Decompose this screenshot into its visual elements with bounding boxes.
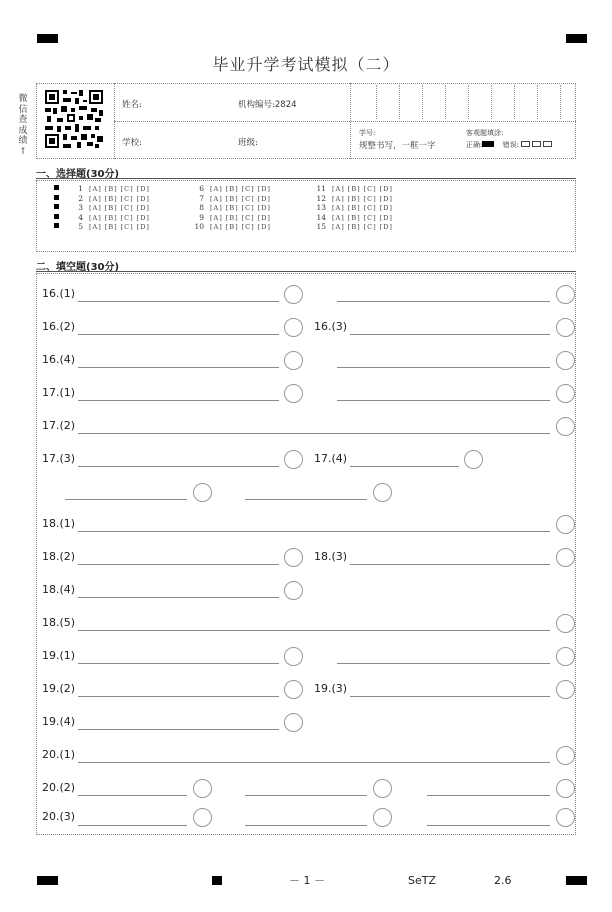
mc-option-bubble[interactable]: [C] — [120, 204, 134, 213]
qr-code-icon — [45, 90, 103, 148]
mc-option-bubble[interactable]: [B] — [347, 194, 361, 203]
mc-option-bubble[interactable]: [D] — [257, 185, 271, 193]
wrong-fill-icon — [543, 141, 552, 147]
name-label: 姓名: — [122, 100, 142, 110]
mc-option-bubble[interactable]: [C] — [241, 213, 255, 222]
score-circle[interactable] — [373, 779, 392, 798]
mc-option-bubble[interactable]: [A] — [332, 194, 345, 203]
id-grid-line — [491, 85, 492, 119]
score-circle[interactable] — [556, 515, 575, 534]
mc-question-number: 1 — [78, 184, 83, 193]
mc-question-row — [190, 222, 274, 231]
mc-question-row — [54, 184, 153, 193]
score-circle[interactable] — [556, 351, 575, 370]
mc-question-row — [54, 203, 153, 212]
mc-option-bubble[interactable]: [D] — [257, 204, 271, 213]
answer-line[interactable] — [245, 499, 367, 500]
mc-option-bubble[interactable]: [D] — [257, 213, 271, 222]
score-circle[interactable] — [556, 614, 575, 633]
score-circle[interactable] — [556, 779, 575, 798]
mc-option-bubble[interactable]: [B] — [104, 204, 118, 213]
mc-option-bubble[interactable]: [C] — [120, 223, 134, 232]
section-1-title: 一、选择题(30分) — [36, 169, 120, 180]
question-label: 20.(3) — [42, 810, 76, 823]
mc-option-bubble[interactable]: [B] — [225, 204, 239, 213]
question-label: 16.(4) — [42, 353, 76, 366]
mc-option-bubble[interactable]: [A] — [332, 185, 345, 193]
header-divider-h — [114, 121, 576, 122]
timing-mark — [54, 195, 59, 200]
section-2-title: 二、填空题(30分) — [36, 262, 120, 273]
mc-option-bubble[interactable]: [A] — [89, 213, 102, 222]
registration-mark-bottom-mid — [212, 876, 222, 885]
question-label: 19.(1) — [42, 649, 76, 662]
score-circle[interactable] — [556, 548, 575, 567]
mc-question-row — [54, 222, 153, 231]
mc-option-bubble[interactable]: [B] — [104, 194, 118, 203]
answer-line[interactable] — [78, 531, 550, 532]
answer-line[interactable] — [78, 433, 550, 434]
mc-option-bubble[interactable]: [C] — [241, 185, 255, 193]
score-circle[interactable] — [284, 647, 303, 666]
mc-question-row — [54, 213, 153, 222]
mc-option-bubble[interactable]: [C] — [241, 204, 255, 213]
question-label: 18.(3) — [314, 550, 348, 563]
mc-question-row — [312, 203, 396, 212]
answer-line[interactable] — [337, 301, 550, 302]
score-circle[interactable] — [284, 285, 303, 304]
question-label: 20.(1) — [42, 748, 76, 761]
id-grid-line — [560, 85, 561, 119]
mc-option-bubble[interactable]: [D] — [257, 194, 271, 203]
mc-question-row — [312, 213, 396, 222]
answer-line[interactable] — [78, 301, 279, 302]
mc-option-bubble[interactable]: [A] — [210, 194, 223, 203]
question-label: 20.(2) — [42, 781, 76, 794]
mc-option-bubble[interactable]: [B] — [225, 185, 239, 193]
mc-question-row — [190, 213, 274, 222]
id-grid-line — [399, 85, 400, 119]
score-circle[interactable] — [284, 713, 303, 732]
mc-question-row — [190, 194, 274, 203]
question-label: 18.(4) — [42, 583, 76, 596]
mc-question-number: 11 — [316, 184, 326, 193]
mc-option-bubble[interactable]: [D] — [379, 204, 393, 213]
score-circle[interactable] — [556, 417, 575, 436]
answer-line[interactable] — [78, 696, 279, 697]
score-circle[interactable] — [284, 318, 303, 337]
mc-option-bubble[interactable]: [D] — [136, 213, 150, 222]
answer-line[interactable] — [427, 825, 550, 826]
student-id-label: 学号: — [359, 129, 376, 137]
answer-line[interactable] — [78, 825, 187, 826]
registration-mark-bottom-left — [37, 876, 58, 885]
score-circle[interactable] — [464, 450, 483, 469]
question-label: 16.(2) — [42, 320, 76, 333]
mc-option-bubble[interactable]: [D] — [379, 213, 393, 222]
answer-line[interactable] — [350, 466, 459, 467]
mc-option-bubble[interactable]: [B] — [104, 223, 118, 232]
score-circle[interactable] — [284, 581, 303, 600]
mc-option-bubble[interactable]: [B] — [347, 213, 361, 222]
answer-line[interactable] — [78, 729, 279, 730]
timing-mark — [54, 204, 59, 209]
mc-option-bubble[interactable]: [A] — [89, 223, 102, 232]
mc-option-bubble[interactable]: [C] — [363, 204, 377, 213]
score-circle[interactable] — [556, 680, 575, 699]
id-grid-line — [445, 85, 446, 119]
correct-fill-icon — [482, 141, 494, 147]
mc-option-bubble[interactable]: [C] — [363, 185, 377, 193]
answer-line[interactable] — [78, 795, 187, 796]
question-label: 16.(3) — [314, 320, 348, 333]
mc-option-bubble[interactable]: [D] — [379, 185, 393, 193]
mc-option-bubble[interactable]: [C] — [120, 185, 134, 193]
answer-line[interactable] — [78, 762, 550, 763]
mc-question-number: 14 — [316, 212, 326, 222]
mc-option-bubble[interactable]: [D] — [379, 194, 393, 203]
mc-option-bubble[interactable]: [B] — [104, 213, 118, 222]
mc-question-row — [190, 203, 274, 212]
mc-question-row — [190, 184, 274, 193]
answer-line[interactable] — [337, 400, 550, 401]
org-id-value: 2824 — [274, 100, 297, 110]
mc-option-bubble[interactable]: [C] — [363, 194, 377, 203]
id-grid-line — [468, 85, 469, 119]
mc-option-bubble[interactable]: [C] — [241, 223, 255, 232]
mc-option-bubble[interactable]: [D] — [379, 223, 393, 232]
id-grid-line — [537, 85, 538, 119]
mc-option-bubble[interactable]: [C] — [241, 194, 255, 203]
mc-option-bubble[interactable]: [A] — [332, 223, 345, 232]
id-grid-line — [422, 85, 423, 119]
score-circle[interactable] — [556, 808, 575, 827]
timing-mark — [54, 185, 59, 190]
question-label: 17.(3) — [42, 452, 76, 465]
page-title: 毕业升学考试模拟（二） — [212, 55, 400, 74]
id-grid-line — [376, 85, 377, 119]
answer-line[interactable] — [337, 663, 550, 664]
registration-mark-top-left — [37, 34, 58, 43]
score-circle[interactable] — [373, 808, 392, 827]
mc-question-number: 15 — [316, 222, 326, 232]
score-circle[interactable] — [556, 384, 575, 403]
fill-example: 正确: 错误: — [466, 140, 552, 150]
id-grid-line — [514, 85, 515, 119]
question-label: 19.(3) — [314, 682, 348, 695]
mc-option-bubble[interactable]: [B] — [347, 185, 361, 193]
score-circle[interactable] — [556, 647, 575, 666]
question-label: 18.(1) — [42, 517, 76, 530]
answer-line[interactable] — [350, 334, 550, 335]
answer-line[interactable] — [245, 825, 367, 826]
score-circle[interactable] — [556, 318, 575, 337]
org-id-label: 机构编号:2824 — [238, 100, 297, 110]
mc-question-number: 7 — [199, 193, 204, 203]
mc-question-number: 3 — [78, 203, 83, 213]
mc-option-bubble[interactable]: [B] — [225, 223, 239, 232]
wrong-fill-icon — [532, 141, 541, 147]
registration-mark-bottom-right — [566, 876, 587, 885]
section-1-rule — [36, 178, 576, 179]
mc-question-row — [54, 194, 153, 203]
mc-question-number: 13 — [316, 203, 326, 213]
class-label: 班级: — [238, 138, 258, 148]
sheet-code: SeTZ — [408, 874, 437, 887]
answer-line[interactable] — [78, 334, 279, 335]
answer-line[interactable] — [78, 597, 279, 598]
mc-option-bubble[interactable]: [A] — [210, 223, 223, 232]
wechat-score-label: 微 信 查 成 绩 ↑ — [18, 94, 28, 157]
score-circle[interactable] — [556, 746, 575, 765]
answer-line[interactable] — [350, 564, 550, 565]
mc-option-bubble[interactable]: [C] — [120, 213, 134, 222]
student-id-note: 规整书写，一框一字 — [359, 141, 436, 151]
wrong-fill-icon — [521, 141, 530, 147]
score-circle[interactable] — [193, 483, 212, 502]
mc-option-bubble[interactable]: [B] — [347, 223, 361, 232]
mc-option-bubble[interactable]: [D] — [136, 194, 150, 203]
question-label: 19.(4) — [42, 715, 76, 728]
school-label: 学校: — [122, 138, 142, 148]
mc-option-bubble[interactable]: [A] — [89, 204, 102, 213]
section-2-rule — [36, 271, 576, 272]
mc-question-number: 8 — [199, 203, 204, 213]
mc-option-bubble[interactable]: [A] — [89, 194, 102, 203]
answer-line[interactable] — [245, 795, 367, 796]
score-circle[interactable] — [373, 483, 392, 502]
mc-option-bubble[interactable]: [D] — [257, 223, 271, 232]
mc-option-bubble[interactable]: [C] — [363, 213, 377, 222]
score-circle[interactable] — [193, 779, 212, 798]
mc-question-number: 6 — [199, 184, 204, 193]
mc-option-bubble[interactable]: [D] — [136, 204, 150, 213]
answer-line[interactable] — [337, 367, 550, 368]
mc-question-number: 4 — [78, 212, 83, 222]
mc-option-bubble[interactable]: [A] — [332, 204, 345, 213]
score-circle[interactable] — [193, 808, 212, 827]
answer-line[interactable] — [78, 564, 279, 565]
mc-option-bubble[interactable]: [C] — [363, 223, 377, 232]
answer-line[interactable] — [427, 795, 550, 796]
mc-question-row — [312, 184, 396, 193]
fill-in-box — [36, 273, 576, 835]
mc-option-bubble[interactable]: [B] — [225, 194, 239, 203]
question-label: 18.(2) — [42, 550, 76, 563]
mc-option-bubble[interactable]: [B] — [104, 185, 118, 193]
question-label: 16.(1) — [42, 287, 76, 300]
question-label: 17.(1) — [42, 386, 76, 399]
mc-option-bubble[interactable]: [D] — [136, 223, 150, 232]
sheet-version: 2.6 — [494, 874, 512, 887]
mc-option-bubble[interactable]: [D] — [136, 185, 150, 193]
registration-mark-top-right — [566, 34, 587, 43]
mc-option-bubble[interactable]: [B] — [225, 213, 239, 222]
score-circle[interactable] — [284, 351, 303, 370]
score-circle[interactable] — [284, 548, 303, 567]
answer-line[interactable] — [78, 663, 279, 664]
mc-option-bubble[interactable]: [A] — [332, 213, 345, 222]
timing-mark — [54, 223, 59, 228]
score-circle[interactable] — [556, 285, 575, 304]
answer-line[interactable] — [78, 367, 279, 368]
mc-question-number: 5 — [78, 222, 83, 232]
mc-question-row — [312, 222, 396, 231]
mc-question-number: 9 — [199, 212, 204, 222]
score-circle[interactable] — [284, 384, 303, 403]
answer-line[interactable] — [65, 499, 187, 500]
timing-mark — [54, 214, 59, 219]
question-label: 19.(2) — [42, 682, 76, 695]
mc-option-bubble[interactable]: [A] — [210, 204, 223, 213]
mc-option-bubble[interactable]: [A] — [210, 213, 223, 222]
score-circle[interactable] — [284, 680, 303, 699]
question-label: 17.(2) — [42, 419, 76, 432]
answer-line[interactable] — [78, 466, 279, 467]
page-number: － 1 － — [289, 874, 325, 887]
answer-line[interactable] — [350, 696, 550, 697]
mc-option-bubble[interactable]: [A] — [89, 185, 102, 193]
question-label: 17.(4) — [314, 452, 348, 465]
mc-option-bubble[interactable]: [A] — [210, 185, 223, 193]
question-label: 18.(5) — [42, 616, 76, 629]
mc-question-number: 10 — [194, 222, 204, 232]
answer-line[interactable] — [78, 630, 550, 631]
answer-line[interactable] — [78, 400, 279, 401]
mc-question-row — [312, 194, 396, 203]
mc-question-number: 12 — [316, 193, 326, 203]
score-circle[interactable] — [284, 450, 303, 469]
objective-fill-label: 客观题填涂: — [466, 129, 504, 137]
mc-option-bubble[interactable]: [B] — [347, 204, 361, 213]
mc-question-number: 2 — [78, 193, 83, 203]
mc-option-bubble[interactable]: [C] — [120, 194, 134, 203]
